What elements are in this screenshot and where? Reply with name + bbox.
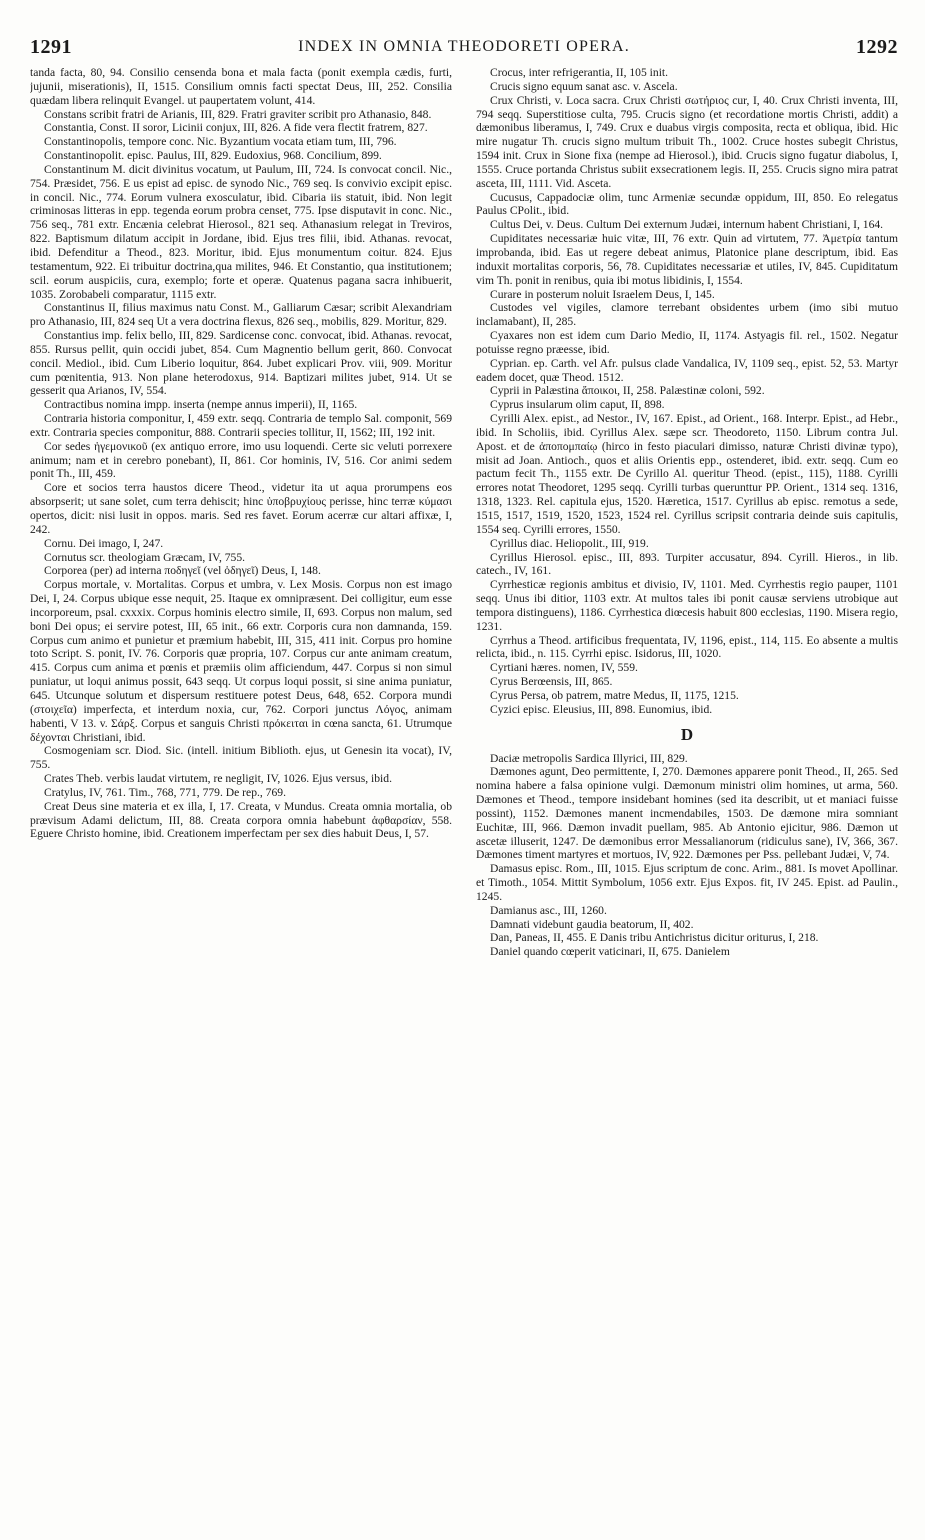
index-entry: Cyzici episc. Eleusius, III, 898. Eunomius, ibid. [490, 702, 713, 716]
page-number-right: 1292 [856, 36, 898, 58]
index-entry: Cyaxares non est idem cum Dario Medio, II, 1174. Astyagis fil. rel., 1502. Negatur potuisse regno præesse, ibid. [476, 329, 898, 356]
index-entry: Damnati videbunt gaudia beatorum, II, 402. [490, 917, 694, 931]
index-entry: Cor sedes ἡγεμονικοῦ (ex antiquo errore, imo usu loquendi. Certe sic veluti porrexere animum; nam et in cerebro ponebant), II, 861. Cor hominis, IV, 516. Cor animi sedem ponit Th., III, 459. [30, 439, 452, 481]
index-entry: Constantinum M. dicit divinitus vocatum, ut Paulum, III, 724. Is convocat concil. Nic., 754. Præsidet, 756. E us epist ad episc. de synodo Nic., 769 seq. Is convivio excipit episc. in concil. Nic., 774. Eorum vulnera exosculatur, ibid. Cibaria iis statuit, ibid. Non legit criminosas litteras in epp. tegenda eorum probra censet, 775. Ipse disputavit in conc. Nic., 756 seq., 781 extr. Encænia celebrat Hierosol., 821 seq. Athanasium relegat in Treviros, 822. Baptismum dilatum accipit in Jordane, ibid. Ejus tres filii, ibid. Athanas. revocat, ibid. Defenditur a Theod., 823. Moritur, ibid. Ejus monumentum coitur. 824. Ejus testamentum, 922. Ei tribuitur doctrina,qua milites, 946. Et Constantio, qua institutionem; scil. eorum auspiciis, cura, exemplo; forte et operæ. Quatenus pagana sacra inhibuerit, 1035. Zorobabeli comparatur, 1115 extr. [30, 162, 452, 301]
index-entry: Cyrillus Hierosol. episc., III, 893. Turpiter accusatur, 894. Cyrill. Hieros., in lib. catech., IV, 161. [476, 550, 898, 578]
index-entry: Cyprian. ep. Carth. vel Afr. pulsus clade Vandalica, IV, 1109 seq., epist. 52, 53. Martyr eadem docet, quæ Theod. 1512. [476, 356, 898, 384]
page-header [30, 36, 898, 62]
index-entry: Curare in posterum noluit Israelem Deus, I, 145. [490, 287, 715, 301]
index-entry: Crux Christi, v. Loca sacra. Crux Christi σωτήριος cur, I, 40. Crux Christi inventa, III, 794 seqq. Superstitiose culta, 795. Crucis signo (et recordatione mortis Christi, addit) a dæmonibus liberamus, I, 749. Crux e duabus virgis composita, recta et obliqua, ibid. Hic mire nugatur Th. crucis signo multum tribuit Th., 1002. Cruce hostes subegit Christus, 1594 init. Crux in Sione fixa (nempe ad Hierosol.), ibid. Crucis signo fugatur diabolus, I, 1555. Cruce portanda Christus subiit exsecrationem legis. II, 255. Crucis signo mira patrat asceta, III, 1111. Vid. Asceta. [476, 93, 898, 190]
index-entry: Cyprii in Palæstina ἄποικοι, II, 258. Palæstinæ coloni, 592. [490, 384, 765, 398]
index-entry: Cultus Dei, v. Deus. Cultum Dei externum Judæi, internum habent Christiani, I, 164. [490, 218, 884, 232]
index-entry: Cyrilli Alex. epist., ad Nestor., IV, 167. Epist., ad Orient., 168. Interpr. Epist., ad Hebr., ibid. In Scholiis, ibid. Cyrillus Alex. sæpe scr. Theodoreto, 1150. Librum contra Jul. Apost. et de ἀποπομπαίῳ (hirco in festo piaculari dimisso, naturæ Christi divinæ typo), misit ad Joan. Antioch., quos et aliis Orientis epp., ostenderet, ibid. extr. seqq. Cum eo pactum fecit Th., 1155 extr. De Cyrillo Al. queritur Theod. (epist., 115), 1188. Cyrilli errores notat Theodoret, 1295 seqq. Cyrilli turbas querunttur PP. Orient., 1314 seq. 1316, 1318, 1323. Rel. capitula ejus, 1520. Hæretica, 1517. Cyrillus ab episc. remotus a sede, 1515, 1517, 1519, 1520, 1523, 1524 rel. Cyrillus scripsit contraria deinde suis capitulis, 1554 seq. Cyrilli errores, 1550. [476, 412, 898, 536]
index-entry: Cratylus, IV, 761. Tim., 768, 771, 779. De rep., 769. [44, 785, 286, 799]
index-entry: Contractibus nomina impp. inserta (nempe annus imperii), II, 1165. [44, 398, 358, 412]
index-entry: Damianus asc., III, 1260. [490, 903, 607, 917]
page-number-left: 1291 [30, 36, 72, 58]
index-entry: Constantinus II, filius maximus natu Const. M., Galliarum Cæsar; scribit Alexandriam pro Athanasio, III, 824 seq Ut a vera doctrina flexus, 826 seq., mobilis, 829. Moritur, 829. [30, 301, 452, 329]
index-entry: Cornutus scr. theologiam Græcam, IV, 755. [44, 550, 246, 564]
right-column [476, 66, 898, 1526]
index-entry: Constans scribit fratri de Arianis, III, 829. Fratri graviter scribit pro Athanasio, 848. [44, 107, 432, 121]
index-entry: Cucusus, Cappadociæ olim, tunc Armeniæ secundæ oppidum, III, 850. Eo relegatus Paulus CPolit., ibid. [476, 190, 898, 218]
index-entry: Corpus mortale, v. Mortalitas. Corpus et umbra, v. Lex Mosis. Corpus non est imago Dei, I, 24. Corpus ubique esse nequit, 25. Itaque ex omnipræsent. Dei colligitur, eum esse incorporeum, psal. cxxxix. Corpus hominis electro simile, II, 693. Corpus non malum, sed boni Dei opus; ei servire potest, III, 65 init., 66 extr. Corporis cura non damnanda, 159. Corpus cum animo et punietur et præmium habebit, III, 315, 411 init. Corpus pro homine toto Script. S. ponit, IV. 76. Corporis quæ propria, 107. Corpus cur ante animam creatum, 415. Corpus cum anima et pœnis et præmiis olim afficiendum, 447. Corpus si non simul puniatur, ut loqui animus possit, 643 seqq. Ut corpus loqui possit, si sine anima puniatur, 645. Utcunque solutum et dispersum restituere potest Deus, 648, 652. Corpora mundi (στοιχεῖα) imperfecta, et interdum noxia, cur, 762. Corpori junctus Λόγος, animam habenti, V 13. v. Σάρξ. Corpus et sanguis Christi πρόκειται in cœna sancta, 61. Utrumque δέχονται Christiani, ibid. [30, 578, 452, 744]
index-entry: Cosmogeniam scr. Diod. Sic. (intell. initium Biblioth. ejus, ut Genesin ita vocat), IV, 755. [30, 744, 452, 772]
index-entry: Crocus, inter refrigerantia, II, 105 init. [490, 66, 669, 79]
index-entry: Constantius imp. felix bello, III, 829. Sardicense conc. convocat, ibid. Athanas. revocat, 855. Rursus pellit, quin occidi jubet, 854. Cum Magnentio bellum gerit, 860. Convocat concil. Mediol., ibid. Cum Liberio loquitur, 864. Jubet explicari Prov. viii, 909. Moritur cum pœnitentia, 913. Non plane heterodoxus, 914. Baptizari milites jubet, 914. Ut se gesserit qua Arianos, IV, 554. [30, 329, 452, 398]
index-entry: Cyprus insularum olim caput, II, 898. [490, 398, 665, 412]
index-entry: Daciæ metropolis Sardica Illyrici, III, 829. [490, 751, 688, 765]
index-entry: Daniel quando cœperit vaticinari, II, 675. Danielem [490, 945, 730, 959]
index-entry: Cyrillus diac. Heliopolit., III, 919. [490, 536, 649, 550]
index-entry: Custodes vel vigiles, clamore terrebant obsidentes urbem (imo sibi mutuo inclamabant), II, 285. [476, 301, 898, 329]
index-entry: Cornu. Dei imago, I, 247. [44, 536, 164, 550]
index-entry: Constantia, Const. II soror, Licinii conjux, III, 826. A fide vera flectit fratrem, 827. [44, 121, 428, 135]
index-entry: Creat Deus sine materia et ex illa, I, 17. Creata, v Mundus. Creata omnia mortalia, ob prævisum Adami delictum, III, 88. Creata corpora omnia habebunt ἀφθαρσίαν, 558. Eguere Christo homine, ibid. Creationem imperfectam per sex dies habuit Deus, I, 57. [30, 799, 452, 841]
index-entry: Cyrrhesticæ regionis ambitus et divisio, IV, 1101. Med. Cyrrhestis regio pauper, 1101 seqq. Unus ibi ditior, 1103 extr. At multos tales ibi ponit causæ serviens utrobique aut tempora distinguens), 1186. Cyrrhestica diœcesis habuit 800 ecclesias, 1190. Misera regio, 1231. [476, 578, 898, 633]
index-entry: Cyrus Berœensis, III, 865. [490, 675, 613, 689]
index-entry: Constantinopolis, tempore conc. Nic. Byzantium vocata etiam tum, III, 796. [44, 135, 397, 149]
running-title: INDEX IN OMNIA THEODORETI OPERA. [298, 38, 630, 55]
index-entry: Cyrrhus a Theod. artificibus frequentata, IV, 1196, epist., 114, 115. Eo absente a multis relicta, ibid., n. 115. Cyrrhi episc. Isidorus, III, 1020. [476, 633, 898, 661]
index-entry: Cyrus Persa, ob patrem, matre Medus, II, 1175, 1215. [490, 688, 739, 702]
index-entry: Corporea (per) ad interna ποδηγεῖ (vel ὁδηγεῖ) Deus, I, 148. [44, 564, 321, 578]
index-entry: Crates Theb. verbis laudat virtutem, re negligit, IV, 1026. Ejus versus, ibid. [44, 772, 392, 786]
index-entry: Crucis signo equum sanat asc. v. Ascela. [490, 79, 678, 93]
index-entry: Dæmones agunt, Deo permittente, I, 270. Dæmones apparere ponit Theod., II, 265. Sed nomina habere a falsa opinione vulgi. Dæmonum ministri olim homines, ut arma, 560. Dæmones et Theod., tempore insidebant homines (sed ita describit, ut et maniaci fuisse possint), 1152. Dæmones manent incmendabiles, 1503. De dæmone mira somniant Euchitæ, III, 966. Dæmon invadit puellam, 985. Ab Antonio ejicitur, 986. Dæmon ut ascetæ illuserit, 1247. De dæmonibus error Messalianorum (ridiculus sane), IV, 366, 367. Dæmones timent martyres et mortuos, IV, 922. Dæmones per Pss. pellebant Judæi, V, 74. [476, 765, 898, 862]
index-entry: Cupiditates necessariæ huic vitæ, III, 76 extr. Quin ad virtutem, 77. Ἀμετρία tantum improbanda, ibid. Eas ut regere debeat animus, Platonice plane descriptum, ibid. Eas induxit mortalitas corporis, 56, 78. Cupiditates necessariæ et utiles, IV, 845. Cupiditatum vim Th. ponit in renibus, quia ibi motus libidinis, I, 1554. [476, 232, 898, 287]
index-entry: Damasus episc. Rom., III, 1015. Ejus scriptum de conc. Arim., 881. Is movet Apollinar. et Timoth., 1054. Mittit Symbolum, 1056 extr. Ejus Expos. fit, IV 245. Epist. ad Paulin., 1245. [476, 862, 898, 903]
index-entry: Core et socios terra haustos dicere Theod., videtur ita ut aqua prorumpens eos absorpserit; ut sane solet, cum terra dehiscit; hinc ὑποβρυχίους perisse, hinc terræ κύμασι opertos, dicit: nisi lusit in oppos. maris. Sed res favet. Eorum acerræ cur altari affixæ, I, 242. [30, 481, 452, 536]
index-entry: Contraria historia componitur, I, 459 extr. seqq. Contraria de templo Sal. componit, 569 extr. Contraria species componitur, 888. Contrarii species tollitur, II, 1562; III, 192 init. [30, 412, 452, 439]
left-column [30, 66, 452, 1526]
index-entry: tanda facta, 80, 94. Consilio censenda bona et mala facta (ponit exempla cædis, furti, jujunii, miserationis), II, 1515. Consilium omnis facti spectat Deus, III, 252. Consilia quædam libera relinquit Evangel. ut paupertatem volunt, 414. [30, 66, 452, 107]
section-letter: D [680, 724, 694, 744]
index-entry: Dan, Paneas, II, 455. E Danis tribu Antichristus dicitur oriturus, I, 218. [490, 931, 819, 945]
index-entry: Cyrtiani hæres. nomen, IV, 559. [490, 661, 638, 675]
index-entry: Constantinopolit. episc. Paulus, III, 829. Eudoxius, 968. Concilium, 899. [44, 149, 382, 163]
